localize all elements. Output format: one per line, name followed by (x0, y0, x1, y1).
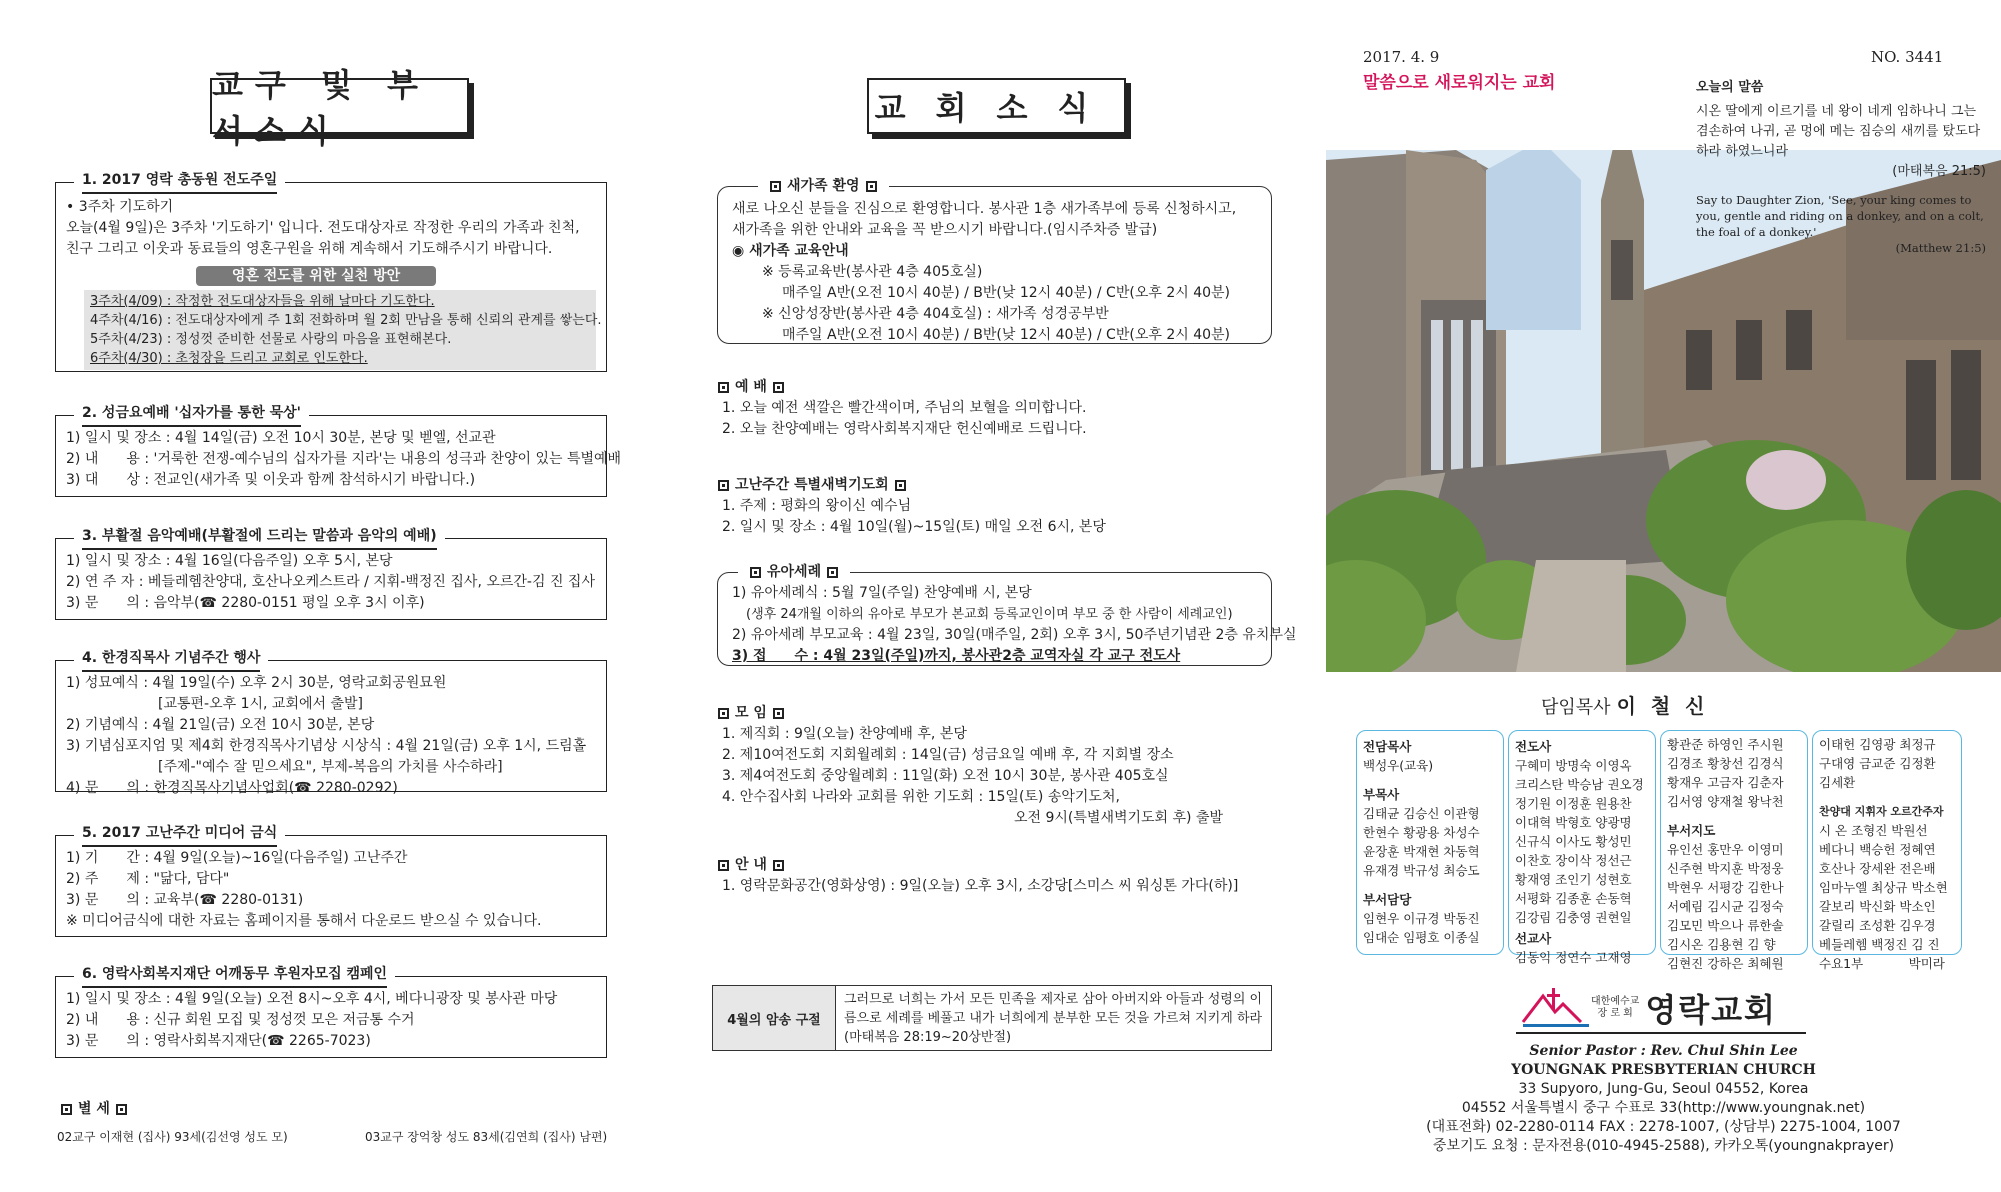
section-2-title: 2. 성금요예배 '십자가를 통한 묵상' (74, 403, 309, 427)
todays-word-title: 오늘의 말씀 (1696, 80, 1764, 95)
meetings-body (722, 724, 1223, 829)
text-line: 1) 기 간 : 4월 9일(오늘)~16일(다음주일) 고난주간 (66, 850, 408, 866)
section-3-title: 3. 부활절 음악예배(부활절에 드리는 말씀과 음악의 예배) (74, 526, 445, 550)
staff-line: 수요1부 박미라 (1819, 956, 1945, 971)
practice-step: 4주차(4/16) : 전도대상자에게 주 1회 전화하며 월 2회 만남을 통해 신뢰의 관계를 쌓는다. (90, 313, 602, 328)
obituary-item: 03교구 장억창 성도 83세(김연희 (집사) 남편) (365, 1130, 608, 1144)
church-slogan: 말씀으로 새로워지는 교회 (1363, 73, 1556, 93)
denomination-label: 대한예수교 장 로 회 (1591, 996, 1640, 1019)
practice-step: 5주차(4/23) : 정성껏 준비한 선물로 사랑의 마음을 표현해본다. (90, 332, 452, 347)
square-bullet-icon (770, 181, 781, 192)
section-6-box (55, 966, 607, 1058)
staff-line: 서평화 김종훈 손동혁 (1515, 891, 1632, 906)
meetings-heading: 모 임 (712, 702, 790, 722)
square-bullet-icon (718, 480, 729, 491)
staff-heading: 찬양대 지휘자 오르간주자 (1819, 805, 1944, 818)
staff-line: 김현진 강하은 최혜원 (1667, 956, 1784, 971)
staff-line: 구대영 금교준 김정환 (1819, 756, 1936, 771)
memory-verse-text: 그러므로 너희는 가서 모든 민족을 제자로 삼아 아버지와 아들과 성령의 이름으로 세례를 베풀고 내가 너희에게 분부한 모든 것을 가르쳐 지키게 하라 (마태복음 28:19~20상반절) (844, 992, 1263, 1045)
text-line: 오늘(4월 9일)은 3주차 '기도하기' 입니다. 전도대상자로 작정한 우리의 가족과 친척, (66, 220, 580, 236)
square-bullet-icon (773, 382, 784, 393)
staff-line: 유재경 박규성 최승도 (1363, 863, 1480, 878)
text-line: 1. 영락문화공간(영화상영) : 9일(오늘) 오후 3시, 소강당[스미스 씨 워싱톤 가다(하)] (722, 878, 1239, 894)
text-line: 3) 문 의 : 음악부(☎ 2280-0151 평일 오후 3시 이후) (66, 595, 425, 611)
obituary-heading: 별 세 (55, 1098, 133, 1118)
staff-line: 신주현 박지훈 박정웅 (1667, 861, 1784, 876)
text-line: 3) 문 의 : 교육부(☎ 2280-0131) (66, 892, 304, 908)
staff-line: 임대순 임평호 이종실 (1363, 930, 1480, 945)
text-line: 2) 연 주 자 : 베들레헴찬양대, 호산나오케스트라 / 지휘-백정진 집사, 오르간-김 진 집사 (66, 574, 595, 590)
church-emblem-icon (1521, 986, 1591, 1030)
text-line: 새가족을 위한 안내와 교육을 꼭 받으시기 바랍니다.(임시주차증 발급) (732, 222, 1158, 238)
worship-heading: 예 배 (712, 376, 790, 396)
footer-address-ko: 04552 서울특별시 중구 수표로 33(http://www.youngnak.net) (1461, 1100, 1866, 1116)
text-line: ※ 신앙성장반(봉사관 4층 404호실) : 새가족 성경공부반 (762, 306, 1109, 322)
staff-heading: 부서담당 (1363, 892, 1412, 907)
obituary-item: 02교구 이재현 (집사) 93세(김선영 성도 모) (57, 1130, 288, 1144)
staff-line: 갈보리 박신화 박소인 (1819, 899, 1936, 914)
staff-heading: 부목사 (1363, 787, 1400, 802)
memory-verse-box (712, 985, 1272, 1051)
notice-body (722, 876, 1238, 897)
pastor-name: 이 철 신 (1616, 694, 1709, 718)
baptism-title: 유아세례 (738, 562, 850, 583)
worship-body (722, 398, 1087, 440)
staff-line: 김세환 (1819, 775, 1856, 790)
staff-box-2 (1508, 730, 1656, 965)
footer-pastor: Senior Pastor : Rev. Chul Shin Lee (1529, 1043, 1798, 1059)
square-bullet-icon (773, 708, 784, 719)
verse-english-ref: (Matthew 21:5) (1895, 241, 1986, 255)
text-line: 매주일 A반(오전 10시 40분) / B반(낮 12시 40분) / C반(오후 2시 40분) (782, 285, 1231, 301)
staff-line: 김모민 박으나 류한솔 (1667, 918, 1784, 933)
practice-pill: 영혼 전도를 위한 실천 방안 (196, 266, 436, 286)
practice-list (84, 290, 602, 370)
staff-line: 베다니 백승헌 정혜연 (1819, 842, 1936, 857)
staff-line: 박현우 서평강 김한나 (1667, 880, 1784, 895)
staff-line: 김동익 정연수 고재영 (1515, 950, 1632, 965)
text-line: 2) 기념예식 : 4월 21일(금) 오전 10시 30분, 본당 (66, 717, 375, 733)
issue-date: 2017. 4. 9 (1363, 48, 1440, 66)
text-line: • 3주차 기도하기 (66, 199, 174, 215)
staff-heading: 전도사 (1515, 739, 1552, 754)
staff-line: 한현수 황광용 차성수 (1363, 825, 1480, 840)
section-4-title: 4. 한경직목사 기념주간 행사 (74, 648, 268, 672)
verse-english-text: Say to Daughter Zion, 'See, your king comes to you, gentle and riding on a donkey, and on a colt, the foal of a donkey.' (1696, 193, 1984, 239)
text-line: 1) 일시 및 장소 : 4월 14일(금) 오전 10시 30분, 본당 및 벧엘, 선교관 (66, 430, 496, 446)
staff-line: 구혜미 방명숙 이영옥 (1515, 758, 1632, 773)
section-1-title: 1. 2017 영락 총동원 전도주일 (74, 170, 285, 194)
staff-line: 시 온 조형진 박원선 (1819, 823, 1928, 838)
text-line: 3) 문 의 : 영락사회복지재단(☎ 2265-7023) (66, 1033, 371, 1049)
staff-box-1 (1356, 730, 1504, 955)
text-line: 3. 제4여전도회 중앙월례회 : 11일(화) 오전 10시 30분, 봉사관 405호실 (722, 768, 1169, 784)
text-line: 2) 유아세례 부모교육 : 4월 23일, 30일(매주일, 2회) 오후 3시, 50주년기념관 2층 유치부실 (732, 627, 1297, 643)
staff-line: 김서영 양재철 왕낙천 (1667, 794, 1784, 809)
church-name: 영락교회 (1645, 991, 1777, 1029)
square-bullet-icon (827, 567, 838, 578)
staff-line: 베들레헴 백정진 김 진 (1819, 937, 1940, 952)
square-bullet-icon (718, 382, 729, 393)
footer-address-en: 33 Supyoro, Jung-Gu, Seoul 04552, Korea (1518, 1081, 1809, 1097)
staff-line: 윤장훈 박재현 차동혁 (1363, 844, 1480, 859)
section-2-box (55, 405, 622, 497)
staff-line: 백성우(교육) (1363, 758, 1434, 773)
church-logo (1521, 985, 1777, 1031)
staff-line: 황재영 조인기 성현호 (1515, 872, 1632, 887)
text-line: 2. 일시 및 장소 : 4월 10일(월)~15일(토) 매일 오전 6시, 본당 (722, 519, 1106, 535)
staff-line: 김경조 황창선 김경식 (1667, 756, 1784, 771)
text-line: 매주일 A반(오전 10시 40분) / B반(낮 12시 40분) / C반(오후 2시 40분) (782, 327, 1231, 343)
practice-step: 3주차(4/09) : 작정한 전도대상자들을 위해 날마다 기도한다. (90, 294, 435, 309)
section-4-box (55, 650, 607, 796)
text-line: 4) 문 의 : 한경직목사기념사업회(☎ 2280-0292) (66, 780, 398, 796)
text-line: 3) 접 수 : 4월 23일(주일)까지, 봉사관2층 교역자실 각 교구 전도사 (732, 648, 1181, 664)
staff-line: 김강림 김충영 권현일 (1515, 910, 1632, 925)
staff-line: 크리스탄 박승남 권오경 (1515, 777, 1644, 792)
square-bullet-icon (61, 1104, 72, 1115)
verse-korean-text: 시온 딸에게 이르기를 네 왕이 네게 임하나니 그는 겸손하여 나귀, 곧 멍에 메는 짐승의 새끼를 탔도다 하라 하였느니라 (1696, 104, 1981, 159)
text-line: 2) 내 용 : '거룩한 전쟁-예수님의 십자가를 지라'는 내용의 성극과 찬양이 있는 특별예배 (66, 451, 622, 467)
staff-line: 임마누엘 최상규 박소현 (1819, 880, 1948, 895)
section-6-title: 6. 영락사회복지재단 어깨동무 후원자모집 캠페인 (74, 964, 395, 988)
text-line: 2. 제10여전도회 지회월례회 : 14일(금) 성금요일 예배 후, 각 지회별 장소 (722, 747, 1174, 763)
text-line: 2. 오늘 찬양예배는 영락사회복지재단 헌신예배로 드립니다. (722, 421, 1087, 437)
text-line: 1. 오늘 예전 색깔은 빨간색이며, 주님의 보혈을 의미합니다. (722, 400, 1087, 416)
staff-line: 이대혁 박형호 양광명 (1515, 815, 1632, 830)
church-photo (1326, 0, 2001, 672)
text-line: 2) 내 용 : 신규 회원 모집 및 정성껏 모은 저금통 수거 (66, 1012, 415, 1028)
section-1-box (55, 172, 607, 372)
text-line: 3) 기념심포지엄 및 제4회 한경직목사기념상 시상식 : 4월 21일(금) 오후 1시, 드림홀 (66, 738, 587, 754)
practice-step: 6주차(4/30) : 초청장을 드리고 교회로 인도한다. (90, 351, 368, 366)
staff-line: 신규식 이사도 황성민 (1515, 834, 1632, 849)
footer-prayer: 중보기도 요청 : 문자전용(010-4945-2588), 카카오톡(youngnakprayer) (1432, 1138, 1895, 1154)
memory-verse-label: 4월의 암송 구절 (713, 986, 836, 1050)
staff-line: 호산나 장세완 전은배 (1819, 861, 1936, 876)
staff-line: 임현우 이규경 박동진 (1363, 911, 1480, 926)
staff-box-3 (1660, 730, 1808, 971)
todays-word-english (1696, 192, 1986, 256)
text-line: 1) 성묘예식 : 4월 19일(수) 오후 2시 30분, 영락교회공원묘원 (66, 675, 447, 691)
section-3-box (55, 528, 607, 620)
text-line: (생후 24개월 이하의 유아로 부모가 본교회 등록교인이며 부모 중 한 사람이 세례교인) (746, 607, 1233, 622)
square-bullet-icon (718, 708, 729, 719)
verse-korean-ref: (마태복음 21:5) (1892, 164, 1986, 179)
square-bullet-icon (718, 860, 729, 871)
text-line: 3) 대 상 : 전교인(새가족 및 이웃과 함께 참석하시기 바랍니다.) (66, 472, 476, 488)
staff-box-4 (1812, 730, 1962, 971)
section-5-title: 5. 2017 고난주간 미디어 금식 (74, 823, 285, 847)
baptism-box (717, 564, 1297, 666)
new-family-title: 새가족 환영 (758, 176, 889, 197)
staff-heading: 선교사 (1515, 931, 1552, 946)
square-bullet-icon (895, 480, 906, 491)
text-line: 새로 나오신 분들을 진심으로 환영합니다. 봉사관 1층 새가족부에 등록 신청하시고, (732, 201, 1237, 217)
dawn-prayer-heading: 고난주간 특별새벽기도회 (712, 474, 912, 494)
text-line: 2) 주 제 : "닮다, 담다" (66, 871, 230, 887)
notice-heading: 안 내 (712, 854, 790, 874)
staff-line: 황재우 고금자 김춘자 (1667, 775, 1784, 790)
church-footer (1326, 1042, 2001, 1156)
staff-line: 이찬호 장이삭 정선근 (1515, 853, 1632, 868)
divider (1516, 1032, 1806, 1034)
text-line: 오전 9시(특별새벽기도회 후) 출발 (1014, 810, 1223, 826)
staff-line: 황관준 하영인 주시원 (1667, 737, 1784, 752)
senior-pastor (1541, 690, 1708, 719)
middle-page-title: 교회소식 (867, 78, 1126, 134)
text-line: 1) 유아세례식 : 5월 7일(주일) 찬양예배 시, 본당 (732, 585, 1032, 601)
text-line: 1. 제직회 : 9일(오늘) 찬양예배 후, 본당 (722, 726, 967, 742)
text-line: ◉ 새가족 교육안내 (732, 243, 849, 259)
text-line: ※ 미디어금식에 대한 자료는 홈페이지를 통해서 다운로드 받으실 수 있습니다. (66, 913, 542, 929)
square-bullet-icon (750, 567, 761, 578)
dawn-prayer-body (722, 496, 1106, 538)
square-bullet-icon (866, 181, 877, 192)
staff-line: 김태균 김승신 이관형 (1363, 806, 1480, 821)
text-line: 4. 안수집사회 나라와 교회를 위한 기도회 : 15일(토) 송악기도처, (722, 789, 1120, 805)
staff-line: 정기원 이정훈 원용찬 (1515, 796, 1632, 811)
pastor-label: 담임목사 (1541, 697, 1611, 718)
todays-word-korean (1696, 102, 1986, 182)
section-5-box (55, 825, 607, 937)
footer-phone: (대표전화) 02-2280-0114 FAX : 2278-1007, (상담부) 2275-1004, 1007 (1426, 1119, 1901, 1135)
text-line: [교통편-오후 1시, 교회에서 출발] (158, 696, 363, 712)
text-line: 1) 일시 및 장소 : 4월 9일(오늘) 오전 8시~오후 4시, 베다니광장 및 봉사관 마당 (66, 991, 558, 1007)
staff-heading: 부서지도 (1667, 823, 1716, 838)
square-bullet-icon (116, 1104, 127, 1115)
text-line: 1) 일시 및 장소 : 4월 16일(다음주일) 오후 5시, 본당 (66, 553, 393, 569)
text-line: 1. 주제 : 평화의 왕이신 예수님 (722, 498, 912, 514)
square-bullet-icon (773, 860, 784, 871)
staff-line: 서예림 김시균 김정숙 (1667, 899, 1784, 914)
new-family-box (717, 178, 1272, 344)
staff-line: 유인선 홍만우 이영미 (1667, 842, 1784, 857)
staff-line: 갈릴리 조성환 김우경 (1819, 918, 1936, 933)
text-line: [주제-"예수 잘 믿으세요", 부제-복음의 가치를 사수하라] (158, 759, 503, 775)
text-line: ※ 등록교육반(봉사관 4층 405호실) (762, 264, 983, 280)
text-line: 친구 그리고 이웃과 동료들의 영혼구원을 위해 계속해서 기도해주시기 바랍니다. (66, 241, 553, 257)
staff-line: 이태헌 김영광 최정규 (1819, 737, 1936, 752)
left-page-title: 교구 및 부서소식 (210, 78, 469, 134)
issue-number: NO. 3441 (1871, 48, 1944, 66)
footer-church-en: YOUNGNAK PRESBYTERIAN CHURCH (1511, 1062, 1816, 1078)
staff-line: 김시온 김용현 김 향 (1667, 937, 1776, 952)
staff-heading: 전담목사 (1363, 739, 1412, 754)
